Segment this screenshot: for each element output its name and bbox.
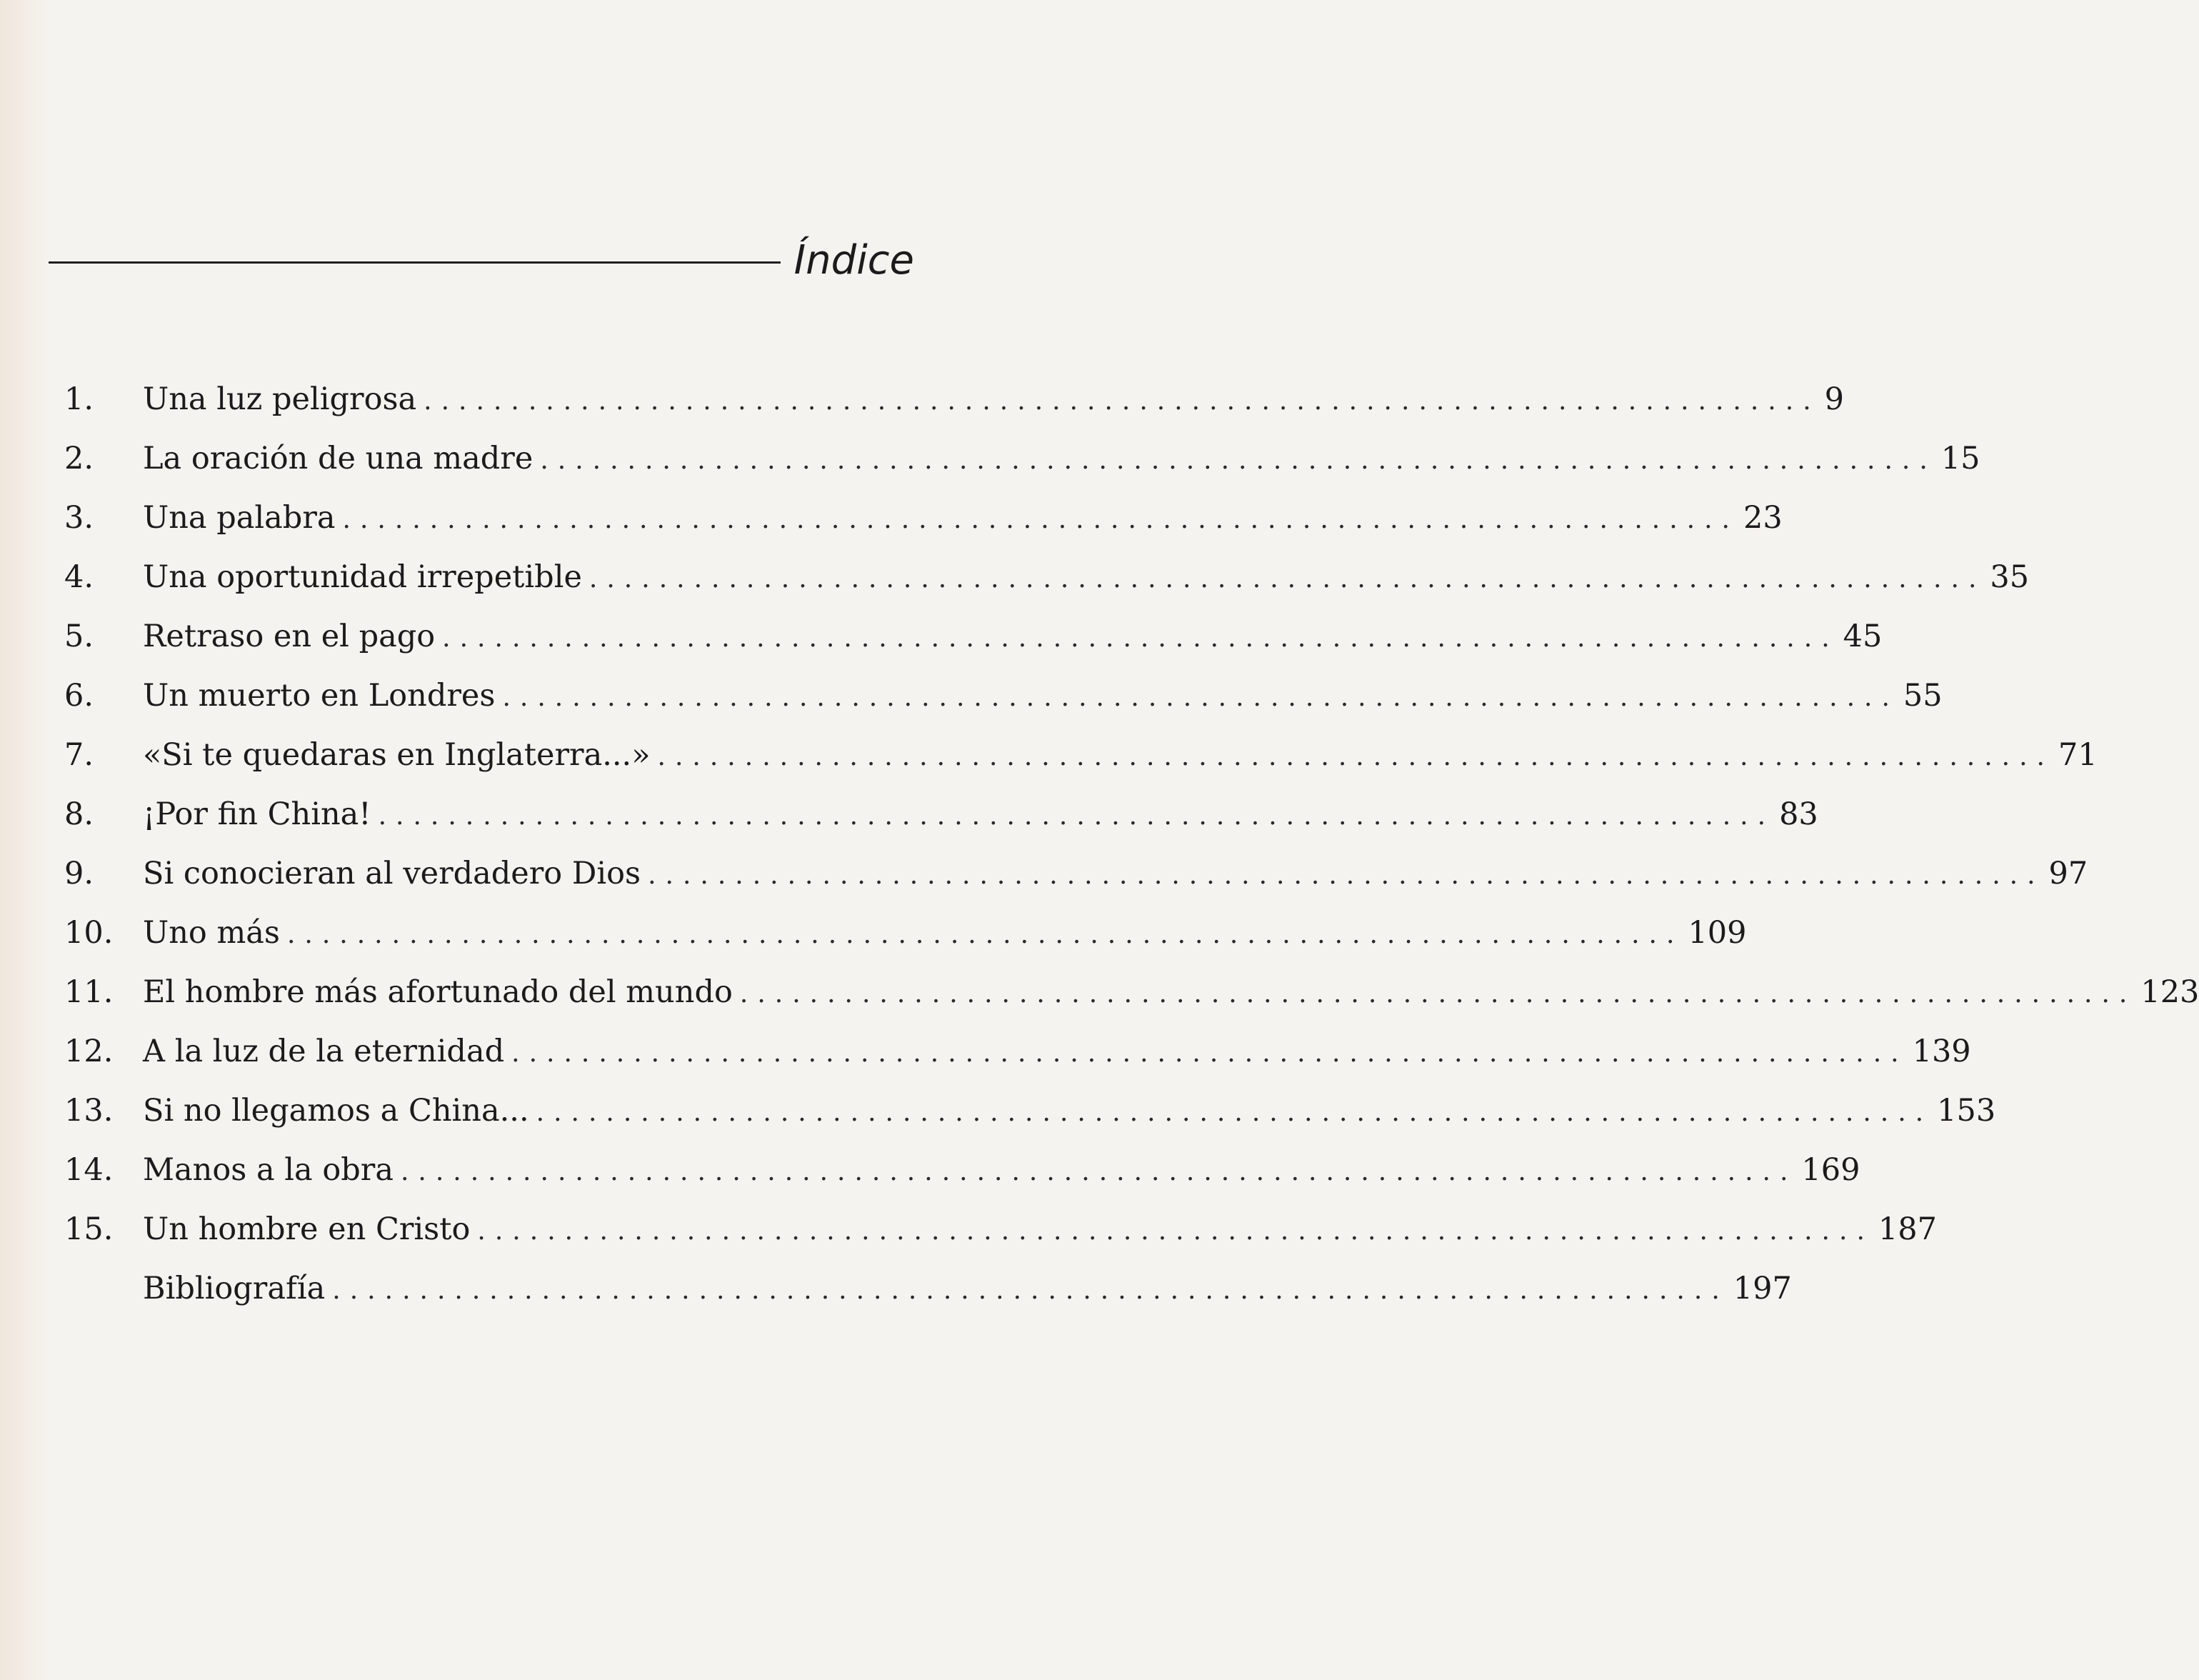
entry-number: 1. (64, 381, 94, 417)
entry-page: 109 (1688, 915, 1747, 951)
toc-entry (64, 1081, 1996, 1141)
entry-number: 2. (64, 441, 94, 476)
entry-page: 97 (2048, 856, 2088, 891)
entry-number: 4. (64, 559, 94, 595)
entry-title: Si conocieran al verdadero Dios (143, 856, 641, 891)
toc-entry (64, 1200, 1937, 1259)
dot-leader: ................................................................................ (477, 1216, 1874, 1246)
toc-entry (64, 904, 1747, 963)
entry-number: 10. (64, 915, 114, 951)
entry-number: 15. (64, 1211, 114, 1247)
entry-title: La oración de una madre (143, 441, 534, 476)
entry-number: 12. (64, 1034, 114, 1069)
dot-leader: ................................................................................ (442, 624, 1839, 653)
dot-leader: ................................................................................ (286, 920, 1684, 949)
entry-number: 9. (64, 856, 94, 891)
dot-leader: ................................................................................ (739, 979, 2137, 1009)
entry-page: 187 (1878, 1211, 1937, 1247)
entry-title: A la luz de la eternidad (143, 1034, 505, 1069)
toc-entry (64, 785, 1818, 844)
dot-leader: ................................................................................ (332, 1276, 1729, 1305)
entry-number: 13. (64, 1093, 114, 1129)
entry-page: 45 (1843, 619, 1883, 654)
toc-entry (64, 1022, 1971, 1081)
entry-title: «Si te quedaras en Inglaterra...» (143, 737, 651, 773)
entry-number: 3. (64, 500, 94, 536)
entry-number: 7. (64, 737, 94, 773)
toc-entry (64, 370, 1844, 429)
entry-number: 5. (64, 619, 94, 654)
entry-page: 71 (2058, 737, 2098, 773)
entry-page: 153 (1937, 1093, 1996, 1129)
toc-entry (64, 607, 1883, 666)
dot-leader: ................................................................................ (588, 564, 1986, 594)
entry-page: 139 (1912, 1034, 1971, 1069)
entry-title: El hombre más afortunado del mundo (143, 974, 733, 1010)
toc-entry (64, 548, 2030, 607)
entry-page: 15 (1940, 441, 1980, 476)
dot-leader: ................................................................................ (657, 742, 2054, 771)
entry-title: ¡Por fin China! (143, 796, 371, 832)
entry-number: 8. (64, 796, 94, 832)
dot-leader: ................................................................................ (378, 801, 1775, 831)
toc-entry (64, 726, 2098, 785)
entry-title: Una luz peligrosa (143, 381, 417, 417)
toc-heading (49, 236, 914, 286)
entry-title: Uno más (143, 915, 280, 951)
entry-title: Un hombre en Cristo (143, 1211, 471, 1247)
toc-entry-bibliography (64, 1259, 1792, 1319)
entry-title: Un muerto en Londres (143, 678, 496, 714)
toc-entry (64, 489, 1783, 548)
entry-title: Manos a la obra (143, 1152, 394, 1188)
entry-title: Bibliografía (143, 1271, 326, 1306)
toc-entry (64, 429, 1980, 489)
dot-leader: ................................................................................ (511, 1039, 1908, 1068)
dot-leader: ................................................................................ (536, 1098, 1933, 1127)
entry-number: 14. (64, 1152, 114, 1188)
entry-page: 55 (1903, 678, 1943, 714)
entry-number: 6. (64, 678, 94, 714)
entry-page: 123 (2140, 974, 2199, 1010)
entry-number: 11. (64, 974, 114, 1010)
entry-title: Una oportunidad irrepetible (143, 559, 582, 595)
dot-leader: ................................................................................ (502, 683, 1899, 712)
dot-leader: ................................................................................ (540, 446, 1937, 475)
entry-page: 197 (1733, 1271, 1792, 1306)
toc-entry (64, 844, 2088, 904)
page-edge-shadow (0, 0, 50, 1680)
entry-title: Retraso en el pago (143, 619, 436, 654)
table-of-contents (64, 370, 2199, 1319)
entry-page: 35 (1990, 559, 2030, 595)
toc-entry (64, 963, 2199, 1022)
dot-leader: ................................................................................ (400, 1157, 1798, 1186)
toc-entry (64, 1141, 1860, 1200)
page-title: Índice (793, 237, 914, 284)
entry-title: Una palabra (143, 500, 336, 536)
entry-title: Si no llegamos a China... (143, 1093, 529, 1129)
entry-page: 23 (1743, 500, 1783, 536)
entry-page: 169 (1801, 1152, 1860, 1188)
dot-leader: ................................................................................ (342, 505, 1739, 534)
heading-rule (49, 261, 781, 264)
entry-page: 9 (1824, 381, 1844, 417)
toc-entry (64, 666, 1943, 726)
entry-page: 83 (1779, 796, 1818, 832)
dot-leader: ................................................................................ (424, 386, 1820, 416)
dot-leader: ................................................................................ (648, 861, 2045, 890)
